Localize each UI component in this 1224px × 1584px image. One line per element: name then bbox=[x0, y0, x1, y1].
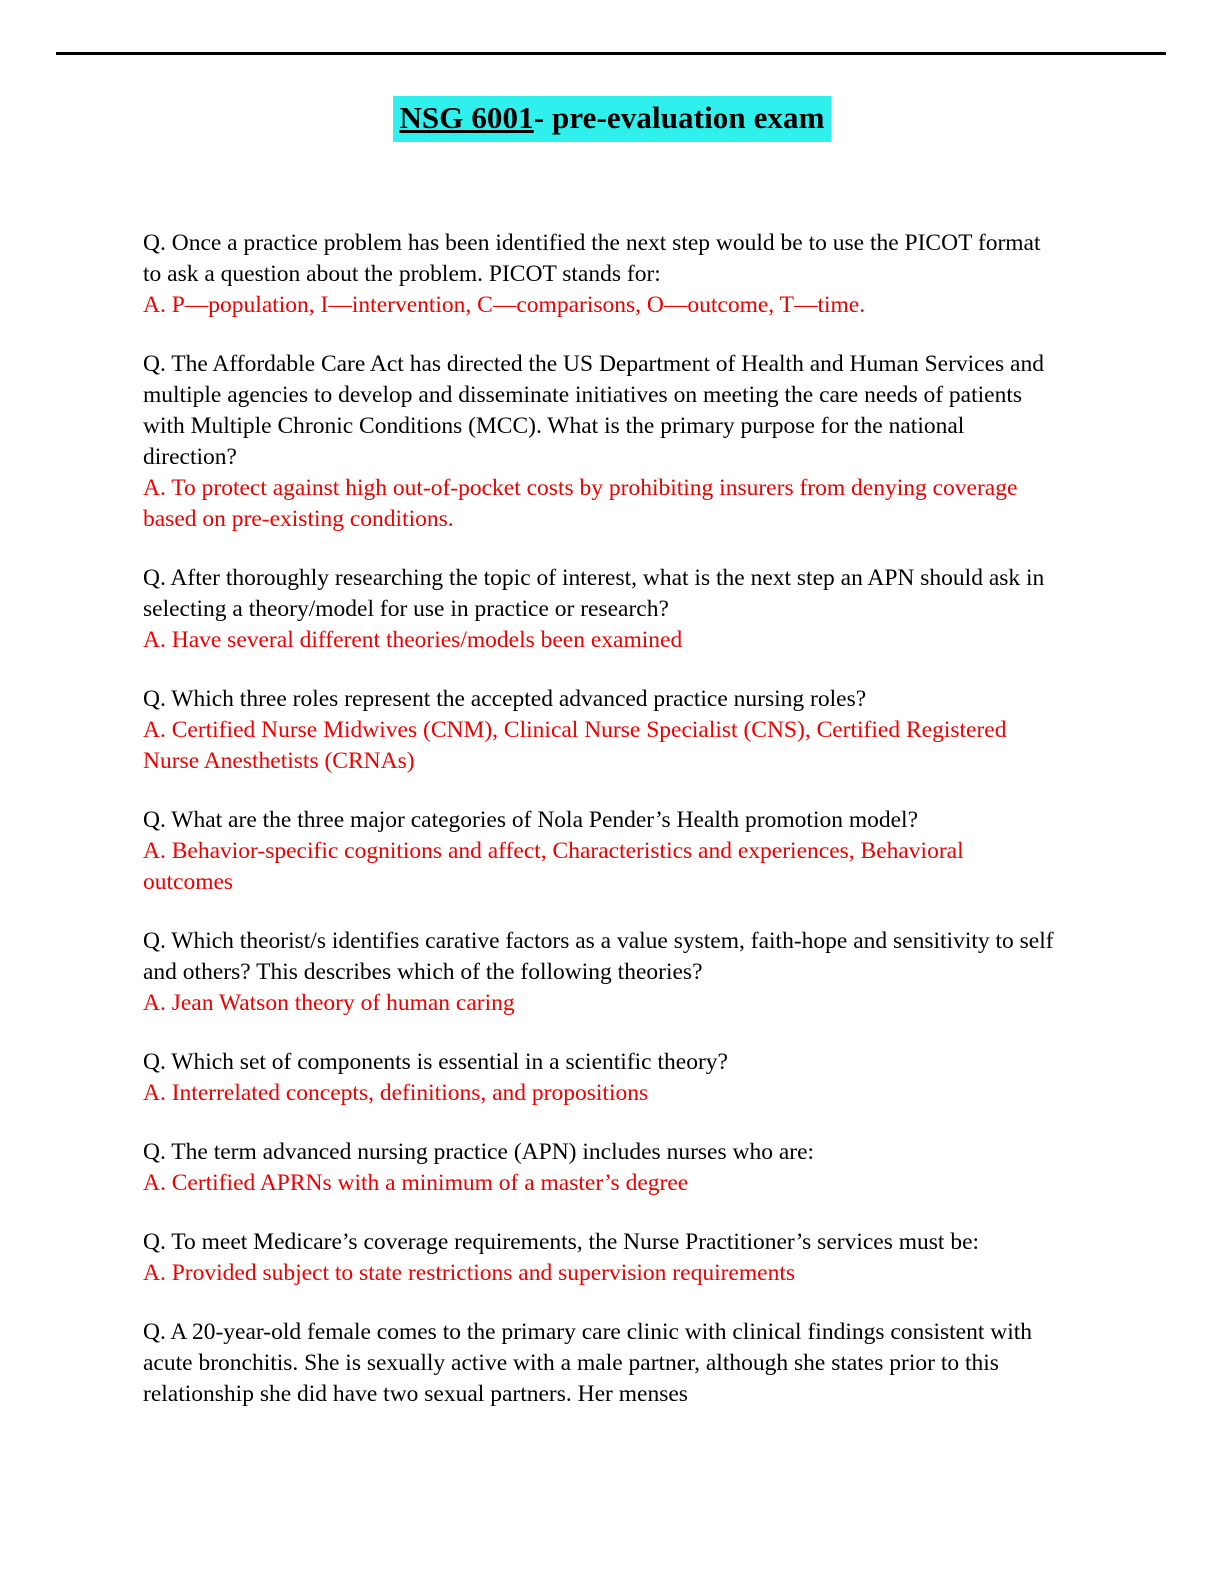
question-text: Q. A 20-year-old female comes to the primary care clinic with clinical findings consistent with acute bronchitis. She is sexually active with a male partner, although she states prior to this relationship she did have two sexual partners. Her menses bbox=[143, 1319, 1033, 1408]
title-highlight: NSG 6001 bbox=[399, 100, 534, 135]
answer-text: A. Interrelated concepts, definitions, and propositions bbox=[143, 1080, 649, 1107]
question-text: Q. Which three roles represent the accepted advanced practice nursing roles? bbox=[143, 686, 867, 713]
header-divider bbox=[56, 52, 1166, 55]
qa-item bbox=[143, 1047, 1058, 1109]
question-text: Q. Which set of components is essential in a scientific theory? bbox=[143, 1049, 728, 1076]
answer-text: A. P—population, I—intervention, C—comparisons, O—outcome, T—time. bbox=[143, 292, 866, 319]
answer-text: A. Jean Watson theory of human caring bbox=[143, 990, 515, 1017]
answer-text: A. Have several different theories/models been examined bbox=[143, 627, 683, 654]
question-text: Q. To meet Medicare’s coverage requirements, the Nurse Practitioner’s services must be: bbox=[143, 1229, 980, 1256]
question-text: Q. The term advanced nursing practice (APN) includes nurses who are: bbox=[143, 1139, 815, 1166]
question-text: Q. What are the three major categories of Nola Pender’s Health promotion model? bbox=[143, 807, 919, 834]
answer-text: A. To protect against high out-of-pocket costs by prohibiting insurers from denying coverage based on pre-existing conditions. bbox=[143, 475, 1018, 533]
answer-text: A. Certified APRNs with a minimum of a master’s degree bbox=[143, 1170, 689, 1197]
question-text: Q. Once a practice problem has been identified the next step would be to use the PICOT format to ask a question about the problem. PICOT stands for: bbox=[143, 230, 1041, 288]
qa-item bbox=[143, 684, 1058, 777]
qa-item bbox=[143, 1137, 1058, 1199]
page-title bbox=[393, 96, 830, 142]
answer-text: A. Provided subject to state restrictions and supervision requirements bbox=[143, 1260, 795, 1287]
qa-item bbox=[143, 1317, 1058, 1410]
answer-text: A. Certified Nurse Midwives (CNM), Clinical Nurse Specialist (CNS), Certified Registered Nurse Anesthetists (CRNAs) bbox=[143, 717, 1007, 775]
question-text: Q. The Affordable Care Act has directed the US Department of Health and Human Services and multiple agencies to develop and disseminate initiatives on meeting the care needs of patients with Multiple Chronic Conditions (MCC). What is the primary purpose for the national direction? bbox=[143, 351, 1044, 471]
qa-item bbox=[143, 563, 1058, 656]
qa-item bbox=[143, 926, 1058, 1019]
qa-item bbox=[143, 805, 1058, 898]
qa-item bbox=[143, 1227, 1058, 1289]
qa-item bbox=[143, 349, 1058, 535]
document-title-block bbox=[0, 96, 1224, 142]
title-rest: - pre-evaluation exam bbox=[533, 100, 825, 135]
qa-item bbox=[143, 228, 1058, 321]
qa-list bbox=[143, 228, 1058, 1410]
question-text: Q. After thoroughly researching the topic of interest, what is the next step an APN should ask in selecting a theory/model for use in practice or research? bbox=[143, 565, 1045, 623]
answer-text: A. Behavior-specific cognitions and affect, Characteristics and experiences, Behavioral outcomes bbox=[143, 838, 964, 896]
question-text: Q. Which theorist/s identifies carative factors as a value system, faith-hope and sensitivity to self and others? This describes which of the following theories? bbox=[143, 928, 1054, 986]
